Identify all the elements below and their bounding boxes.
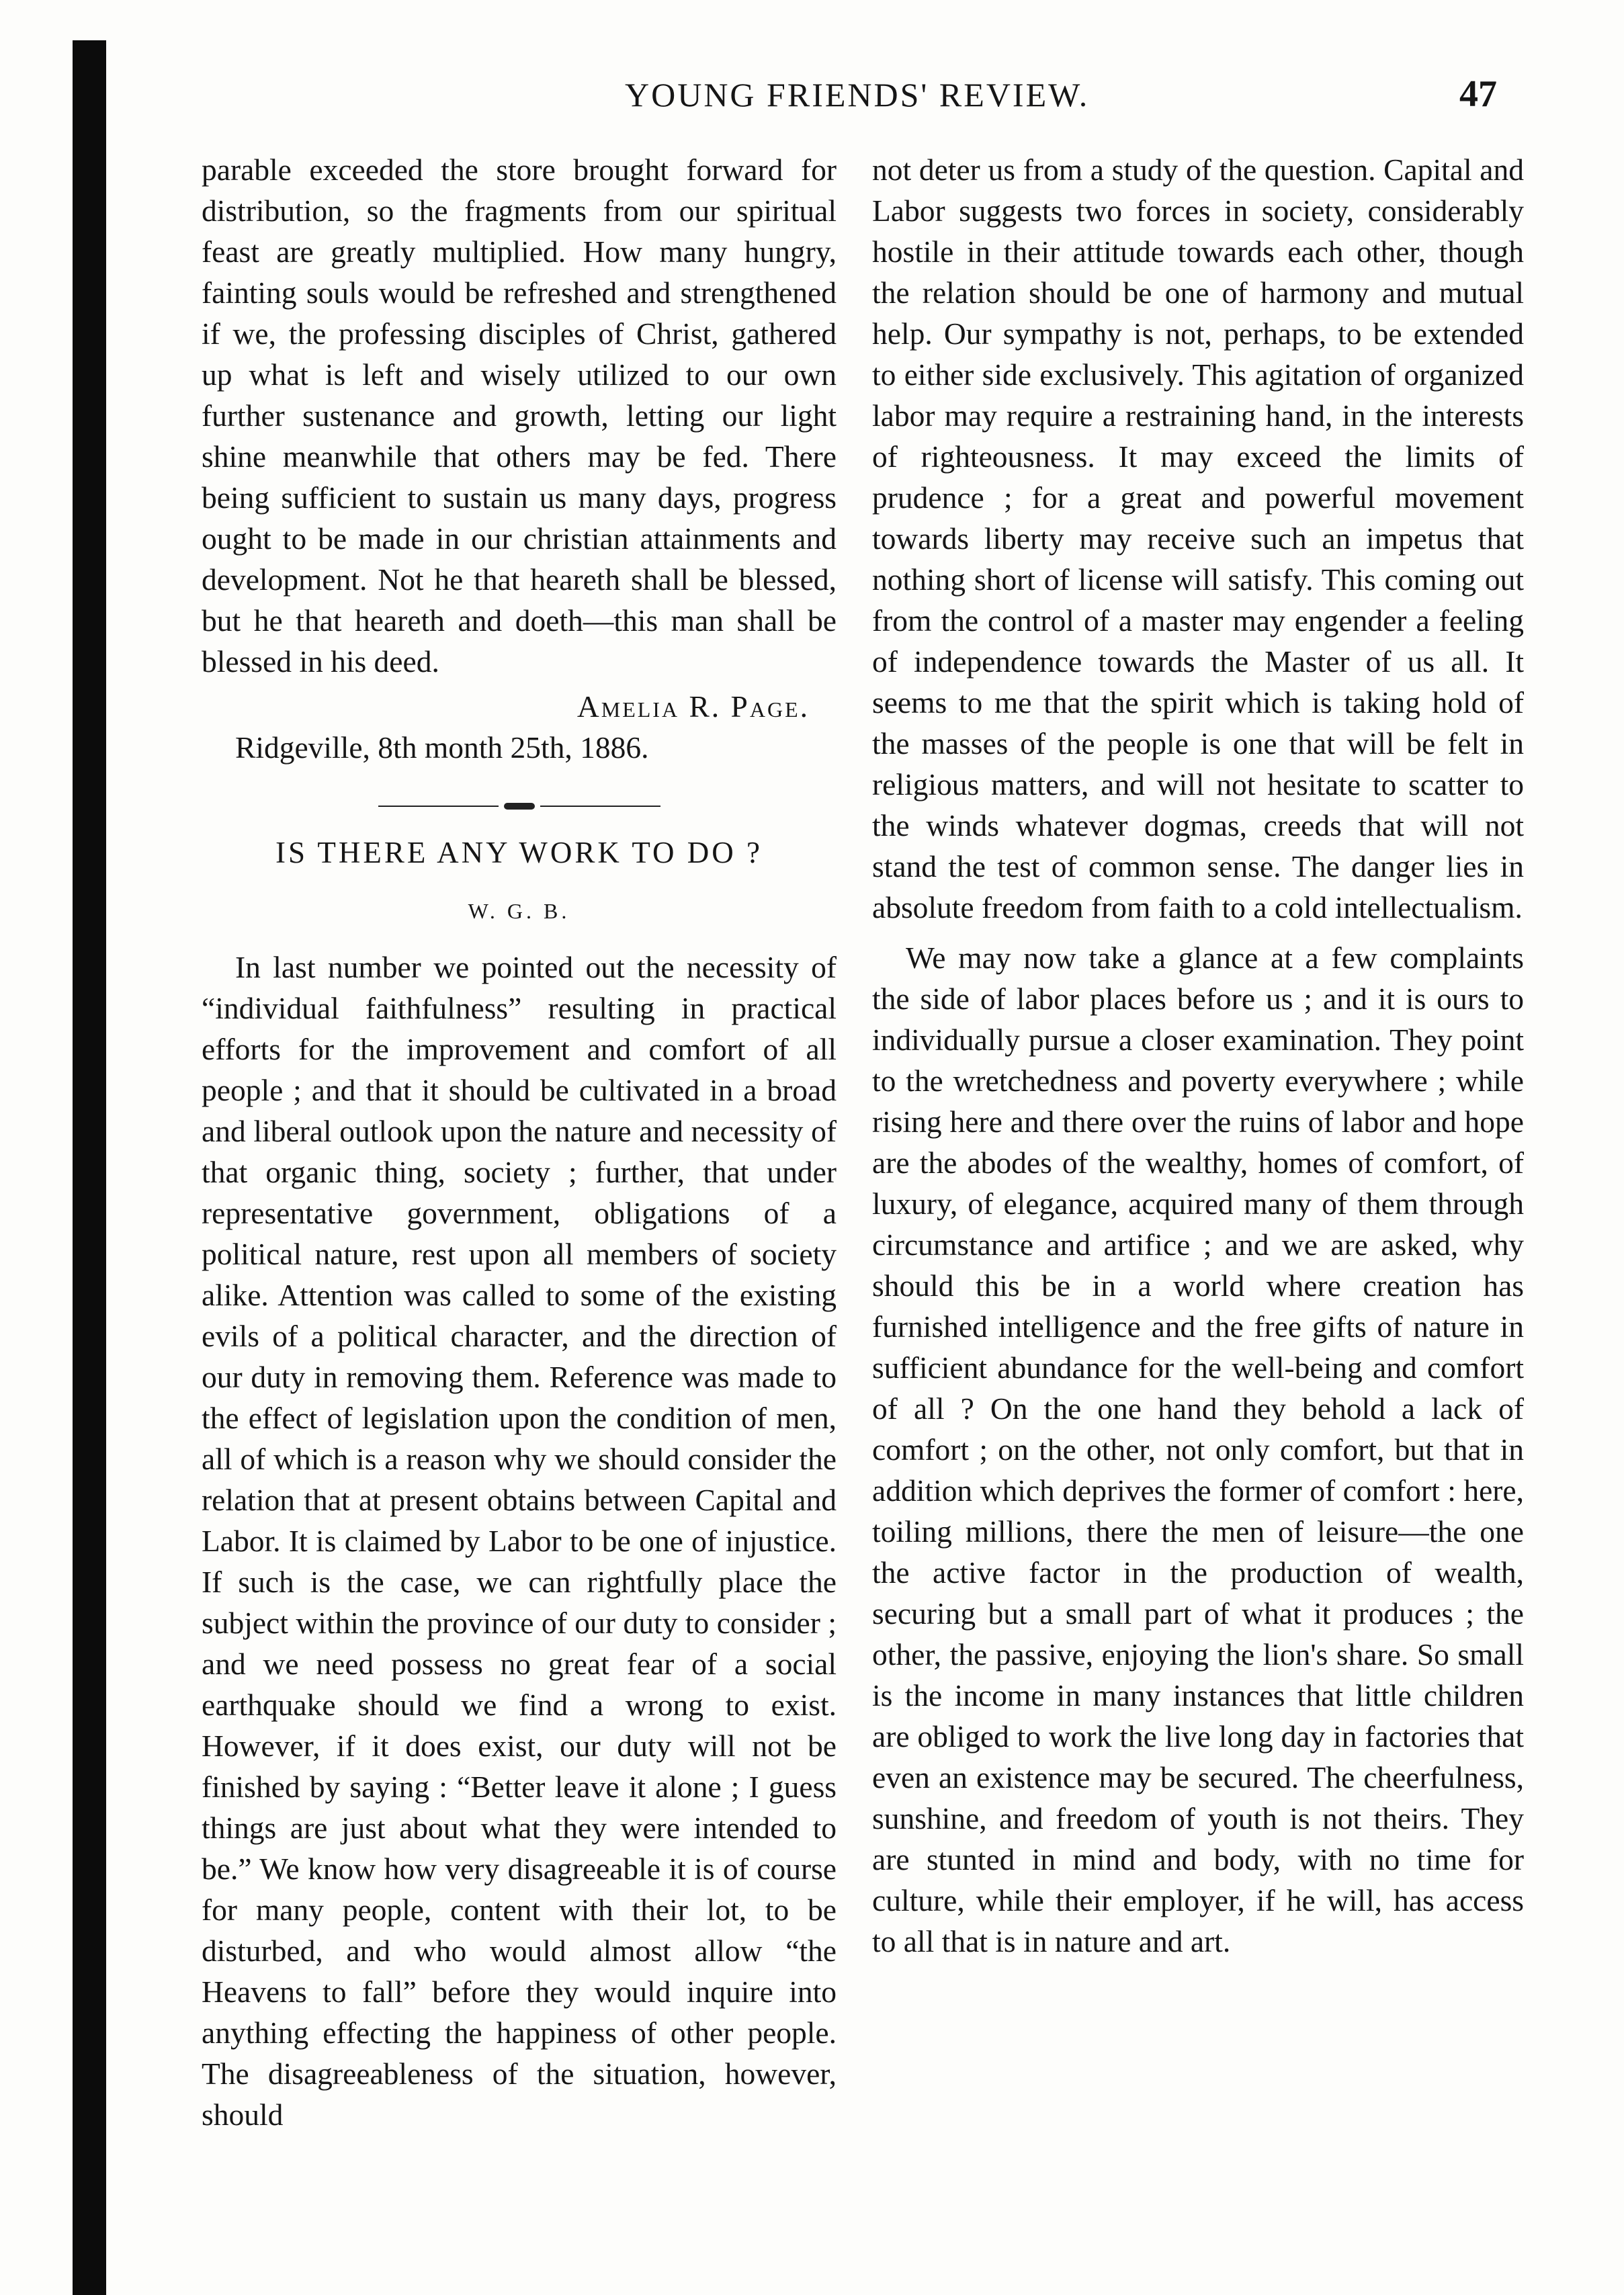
article-paragraph-2: not deter us from a study of the question. Capital and Labor suggests two forces in society, considerably hostile in their attitude towards each other, though the relation should be one of harmony and mutual help. Our sympathy is not, perhaps, to be extended to either side exclusively. This agitation of organized labor may require a restraining hand, in the interests of righteousness. It may exceed the limits of prudence ; for a great and powerful movement towards liberty may receive such an impetus that nothing short of license will satisfy. This coming out from the control of a master may engender a feeling of independence towards the Master of us all. It seems to me that the spirit which is taking hold of the masses of the people is one that will be felt in religious matters, and will not hesitate to scatter to the winds whatever dogmas, creeds that will not stand the test of common sense. The danger lies in absolute freedom from faith to a cold intellectualism. — [872, 153, 1524, 924]
binding-edge — [73, 40, 106, 2295]
divider-rule-right — [540, 806, 660, 807]
page-header — [0, 75, 1624, 129]
page-number: 47 — [1459, 73, 1497, 115]
section-divider — [378, 803, 660, 810]
author-signature: Amelia R. Page. — [576, 689, 810, 724]
divider-ornament — [504, 803, 535, 810]
running-title: YOUNG FRIENDS' REVIEW. — [625, 76, 1090, 114]
continued-paragraph: parable exceeded the store brought forward for distribution, so the fragments from our spiritual feast are greatly multiplied. How many hungry, fainting souls would be refreshed and strengthened if we, the professing disciples of Christ, gathered up what is left and wisely utilized to our own further sustenance and growth, letting our light shine meanwhile that others may be fed. There being sufficient to sustain us many days, progress ought to be made in our christian attainments and development. Not he that heareth shall be blessed, but he that heareth and doeth—this man shall be blessed in his deed. — [202, 153, 837, 679]
left-column — [202, 149, 837, 2135]
dateline: Ridgeville, 8th month 25th, 1886. — [235, 730, 649, 765]
article-paragraph-1: In last number we pointed out the necessity of “individual faithfulness” resulting in practical efforts for the improvement and comfort of all people ; and that it should be cultivated in a broad and liberal outlook upon the nature and necessity of that organic thing, society ; further, that under representative government, obligations of a political nature, rest upon all members of society alike. Attention was called to some of the existing evils of a political character, and the direction of our duty in removing them. Reference was made to the effect of legislation upon the condition of men, all of which is a reason why we should consider the relation that at present obtains between Capital and Labor. It is claimed by Labor to be one of injustice. If such is the case, we can rightfully place the subject within the province of our duty to consider ; and we need possess no great fear of a social earthquake should we find a wrong to exist. However, if it does exist, our duty will not be finished by saying : “Better leave it alone ; I guess things are just about what they were intended to be.” We know how very disagreeable it is of course for many people, content with their lot, to be disturbed, and who would almost allow “the Heavens to fall” before they would inquire into anything effecting the happiness of other people. The disagreeableness of the situation, however, should — [202, 950, 837, 2132]
article-paragraph-3: We may now take a glance at a few complaints the side of labor places before us ; and it is ours to individually pursue a closer examination. They point to the wretchedness and poverty everywhere ; while rising here and there over the ruins of labor and hope are the abodes of the wealthy, homes of comfort, of luxury, of elegance, acquired many of them through circumstance and artifice ; and we are asked, why should this be in a world where creation has furnished intelligence and the free gifts of nature in sufficient abundance for the well-being and comfort of all ? On the one hand they behold a lack of comfort ; on the other, not only comfort, but that in addition which deprives the former of comfort : here, toiling millions, there the men of leisure—the one the active factor in the production of wealth, securing but a small part of what it produces ; the other, the passive, enjoying the lion's share. So small is the income in many instances that little children are obliged to work the live long day in factories that even an existence may be secured. The cheerfulness, sunshine, and freedom of youth is not theirs. They are stunted in mind and body, with no time for culture, while their employer, if he will, has access to all that is in nature and art. — [872, 941, 1524, 1958]
article-title: IS THERE ANY WORK TO DO ? — [275, 836, 763, 869]
divider-rule-left — [378, 806, 499, 807]
article-byline: W. G. B. — [468, 899, 570, 923]
right-column — [872, 149, 1524, 1962]
